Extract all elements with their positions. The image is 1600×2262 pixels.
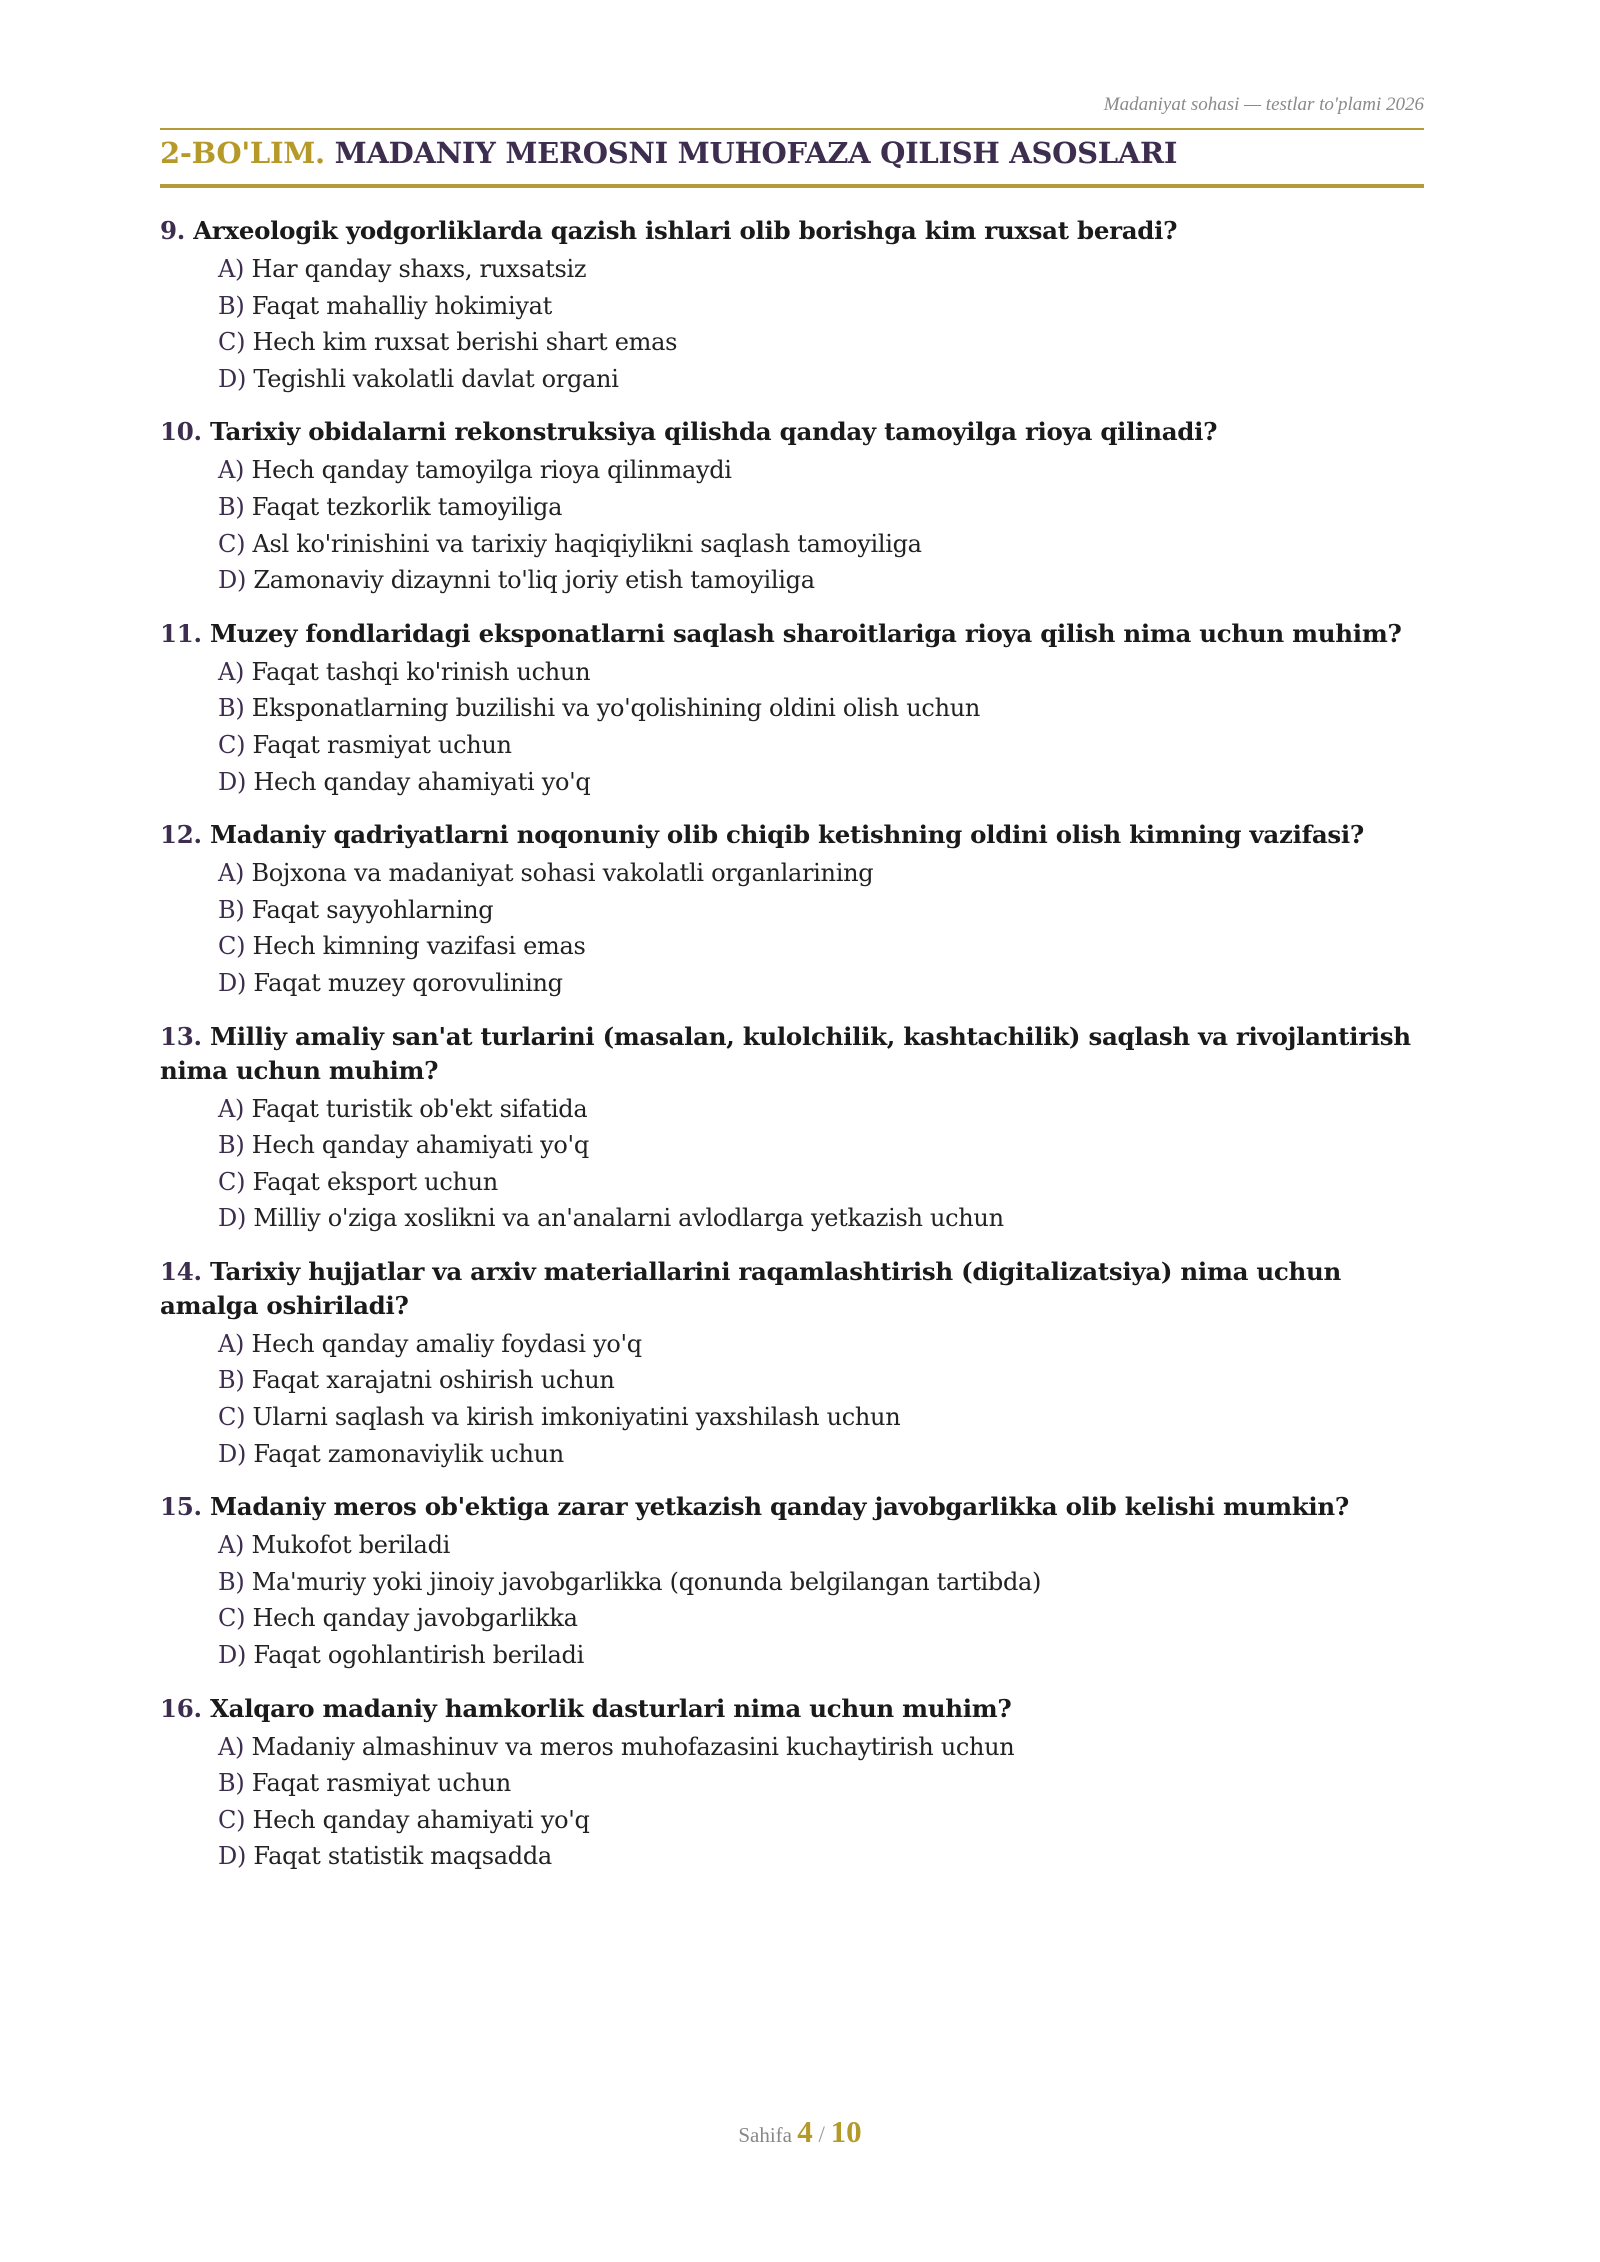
option-a (218, 251, 1424, 288)
section-prefix: 2-BO'LIM. (160, 136, 325, 170)
question-number: 12. (160, 820, 202, 850)
option-letter: A) (218, 1531, 245, 1560)
question-15 (160, 1490, 1424, 1673)
option-letter: D) (218, 1641, 247, 1670)
question-text (160, 1020, 1424, 1088)
option-letter: B) (218, 1769, 245, 1798)
question-number: 10. (160, 417, 202, 447)
option-b (218, 1127, 1424, 1164)
option-letter: D) (218, 1204, 247, 1233)
option-letter: B) (218, 1567, 245, 1596)
question-10 (160, 415, 1424, 598)
option-text: Ularni saqlash va kirish imkoniyatini yaxshilash uchun (245, 1403, 901, 1432)
option-letter: B) (218, 291, 245, 320)
question-text (160, 214, 1424, 248)
option-letter: D) (218, 1842, 247, 1871)
option-text: Hech kim ruxsat berishi shart emas (245, 328, 678, 357)
option-letter: A) (218, 456, 245, 485)
option-a (218, 1729, 1424, 1766)
option-d (218, 1200, 1424, 1237)
option-c (218, 526, 1424, 563)
option-letter: C) (218, 730, 246, 759)
option-text: Faqat xarajatni oshirish uchun (244, 1366, 615, 1395)
option-text: Zamonaviy dizaynni to'liq joriy etish tamoyiliga (246, 566, 815, 595)
option-d (218, 361, 1424, 398)
question-body: Milliy amaliy san'at turlarini (masalan, kulolchilik, kashtachilik) saqlash va rivojlantirish nima uchun muhim? (160, 1021, 1411, 1085)
question-text (160, 617, 1424, 651)
question-body: Madaniy qadriyatlarni noqonuniy olib chiqib ketishning oldini olish kimning vazifasi? (201, 820, 1364, 850)
option-text: Faqat statistik maqsadda (246, 1842, 552, 1871)
option-b (218, 892, 1424, 929)
option-letter: D) (218, 364, 247, 393)
option-c (218, 324, 1424, 361)
option-letter: A) (218, 859, 245, 888)
option-list (160, 1091, 1424, 1237)
option-text: Hech qanday javobgarlikka (245, 1604, 578, 1633)
option-text: Faqat sayyohlarning (244, 895, 494, 924)
option-text: Har qanday shaxs, ruxsatsiz (244, 255, 587, 283)
option-a (218, 654, 1424, 691)
option-text: Faqat tashqi ko'rinish uchun (244, 657, 591, 686)
option-text: Milliy o'ziga xoslikni va an'analarni avlodlarga yetkazish uchun (246, 1204, 1004, 1233)
option-text: Faqat turistik ob'ekt sifatida (244, 1094, 588, 1123)
option-d (218, 1637, 1424, 1674)
option-letter: C) (218, 1604, 246, 1633)
option-letter: A) (218, 1094, 245, 1123)
option-letter: A) (218, 1329, 245, 1358)
option-text: Faqat muzey qorovulining (246, 968, 563, 997)
question-text (160, 818, 1424, 852)
option-c (218, 1600, 1424, 1637)
option-c (218, 1802, 1424, 1839)
page-footer (0, 2114, 1600, 2150)
option-letter: D) (218, 968, 247, 997)
option-letter: C) (218, 529, 246, 558)
option-a (218, 855, 1424, 892)
option-letter: C) (218, 932, 246, 961)
option-list (160, 1527, 1424, 1673)
option-list (160, 855, 1424, 1001)
option-a (218, 1527, 1424, 1564)
question-body: Xalqaro madaniy hamkorlik dasturlari nima uchun muhim? (201, 1693, 1012, 1723)
option-list (160, 654, 1424, 800)
option-text: Faqat tezkorlik tamoyiliga (244, 492, 563, 521)
option-letter: C) (218, 328, 246, 357)
option-text: Faqat ogohlantirish beriladi (246, 1641, 584, 1670)
question-body: Tarixiy hujjatlar va arxiv materiallarini raqamlashtirish (digitalizatsiya) nima uchun amalga oshiriladi? (160, 1256, 1342, 1320)
option-text: Hech qanday ahamiyati yo'q (246, 767, 591, 796)
option-c (218, 928, 1424, 965)
option-text: Asl ko'rinishini va tarixiy haqiqiylikni saqlash tamoyiliga (245, 529, 922, 558)
option-text: Faqat zamonaviylik uchun (246, 1439, 564, 1468)
option-text: Eksponatlarning buzilishi va yo'qolishining oldini olish uchun (244, 694, 981, 723)
question-list (160, 214, 1424, 1893)
option-letter: D) (218, 767, 247, 796)
option-a (218, 1326, 1424, 1363)
question-number: 16. (160, 1693, 202, 1723)
option-text: Hech kimning vazifasi emas (245, 932, 586, 961)
option-list (160, 1729, 1424, 1875)
option-c (218, 727, 1424, 764)
option-text: Hech qanday tamoyilga rioya qilinmaydi (244, 456, 732, 485)
option-c (218, 1164, 1424, 1201)
option-c (218, 1399, 1424, 1436)
question-body: Arxeologik yodgorliklarda qazish ishlari olib borishga kim ruxsat beradi? (184, 216, 1178, 245)
current-page-number: 4 (797, 2114, 813, 2149)
question-9 (160, 214, 1424, 397)
question-number: 13. (160, 1021, 202, 1051)
option-d (218, 562, 1424, 599)
question-16 (160, 1692, 1424, 1875)
option-a (218, 1091, 1424, 1128)
option-letter: B) (218, 1131, 245, 1160)
question-11 (160, 617, 1424, 800)
option-letter: B) (218, 1366, 245, 1395)
option-d (218, 1838, 1424, 1875)
option-text: Faqat rasmiyat uchun (245, 730, 512, 759)
option-d (218, 965, 1424, 1002)
header-rule-top (160, 128, 1424, 130)
option-text: Hech qanday amaliy foydasi yo'q (244, 1329, 642, 1358)
option-b (218, 288, 1424, 325)
question-text (160, 415, 1424, 449)
question-text (160, 1255, 1424, 1323)
question-number: 11. (160, 618, 202, 648)
option-letter: D) (218, 566, 247, 595)
option-letter: B) (218, 492, 245, 521)
question-text (160, 1692, 1424, 1726)
option-text: Tegishli vakolatli davlat organi (246, 364, 619, 393)
option-b (218, 1362, 1424, 1399)
option-letter: B) (218, 895, 245, 924)
option-a (218, 452, 1424, 489)
option-letter: C) (218, 1167, 246, 1196)
option-letter: C) (218, 1403, 246, 1432)
option-b (218, 1765, 1424, 1802)
document-page (160, 0, 1424, 2262)
option-text: Faqat eksport uchun (245, 1167, 498, 1196)
total-pages: 10 (830, 2114, 862, 2149)
section-title (160, 136, 1177, 170)
question-body: Muzey fondlaridagi eksponatlarni saqlash sharoitlariga rioya qilish nima uchun muhim? (201, 618, 1402, 648)
running-header: Madaniyat sohasi — testlar to'plami 2026 (1103, 94, 1424, 115)
question-body: Madaniy meros ob'ektiga zarar yetkazish qanday javobgarlikka olib kelishi mumkin? (201, 1492, 1349, 1522)
option-text: Ma'muriy yoki jinoiy javobgarlikka (qonunda belgilangan tartibda) (244, 1567, 1042, 1596)
option-letter: A) (218, 255, 245, 283)
option-text: Bojxona va madaniyat sohasi vakolatli organlarining (244, 859, 874, 888)
option-letter: A) (218, 657, 245, 686)
option-text: Faqat mahalliy hokimiyat (244, 291, 552, 320)
header-rule-bottom (160, 184, 1424, 188)
option-letter: D) (218, 1439, 247, 1468)
option-list (160, 251, 1424, 397)
option-list (160, 1326, 1424, 1472)
option-letter: B) (218, 694, 245, 723)
question-text (160, 1490, 1424, 1524)
option-b (218, 690, 1424, 727)
question-14 (160, 1255, 1424, 1472)
question-body: Tarixiy obidalarni rekonstruksiya qilishda qanday tamoyilga rioya qilinadi? (201, 417, 1218, 447)
option-d (218, 764, 1424, 801)
question-number: 15. (160, 1492, 202, 1522)
option-list (160, 452, 1424, 598)
option-b (218, 1564, 1424, 1601)
option-text: Madaniy almashinuv va meros muhofazasini kuchaytirish uchun (244, 1732, 1015, 1761)
page-separator: / (812, 2122, 831, 2147)
option-b (218, 489, 1424, 526)
option-text: Mukofot beriladi (244, 1531, 451, 1560)
option-letter: C) (218, 1805, 246, 1834)
option-d (218, 1436, 1424, 1473)
question-number: 9. (160, 216, 185, 245)
section-title-text: MADANIY MEROSNI MUHOFAZA QILISH ASOSLARI (324, 136, 1178, 170)
option-text: Faqat rasmiyat uchun (244, 1769, 511, 1798)
page-label: Sahifa (738, 2123, 798, 2147)
question-13 (160, 1020, 1424, 1237)
question-12 (160, 818, 1424, 1001)
question-number: 14. (160, 1256, 202, 1286)
option-text: Hech qanday ahamiyati yo'q (244, 1131, 589, 1160)
option-text: Hech qanday ahamiyati yo'q (245, 1805, 590, 1834)
option-letter: A) (218, 1732, 245, 1761)
